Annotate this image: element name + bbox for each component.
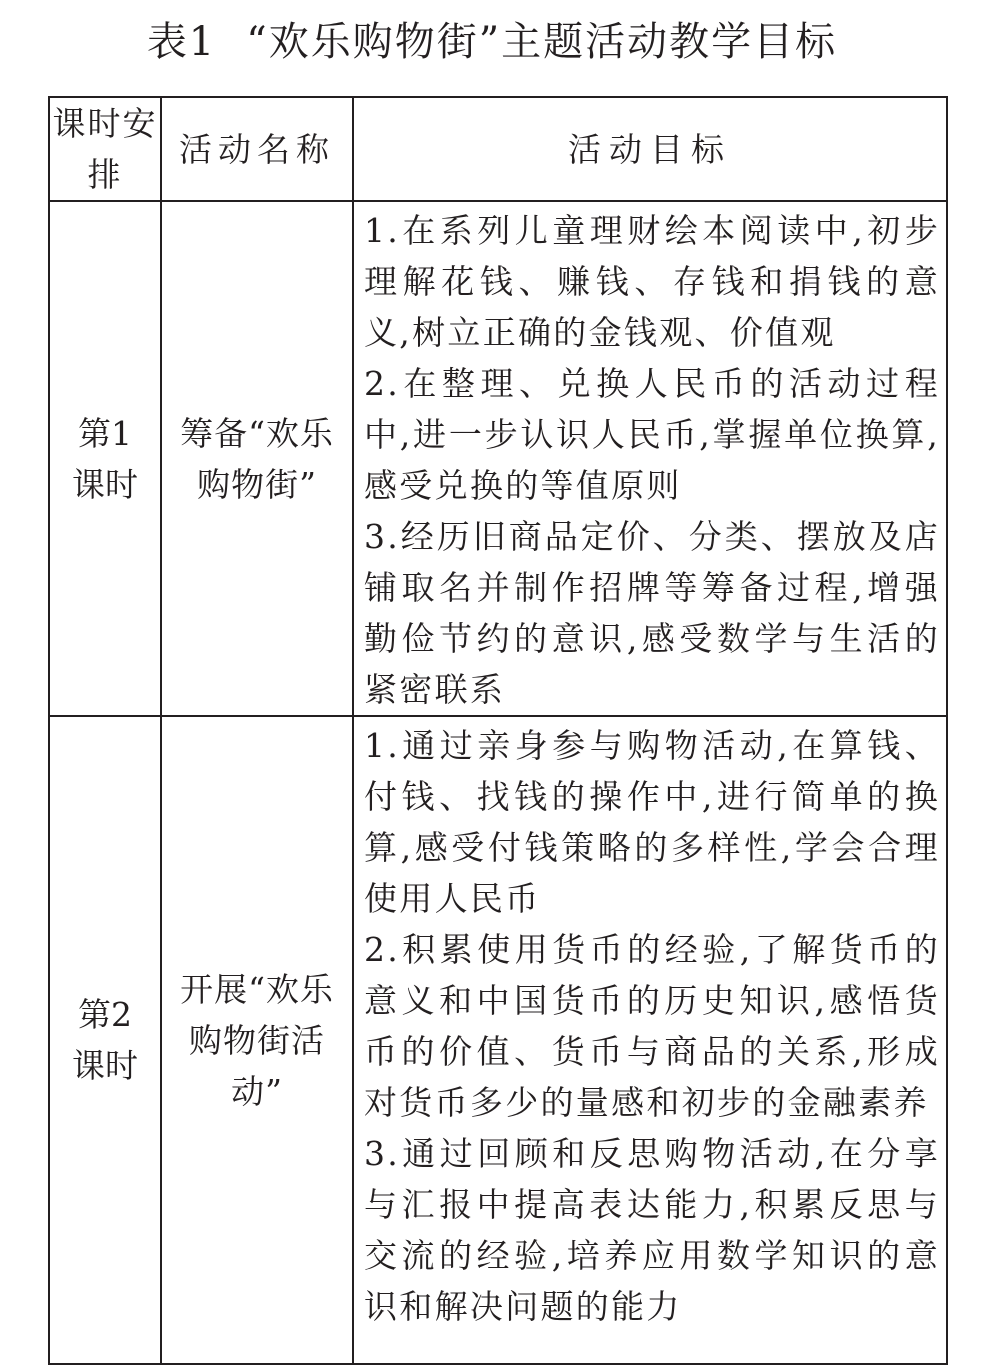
table-number: 表1 [146, 19, 217, 65]
goals-cell [353, 201, 947, 716]
goal-item: 1.通过亲身参与购物活动,在算钱、付钱、找钱的操作中,进行简单的换算,感受付钱策略的多样性,学会合理使用人民币 [364, 726, 940, 918]
goal-item: 2.在整理、兑换人民币的活动过程中,进一步认识人民币,掌握单位换算,感受兑换的等值原则 [364, 364, 940, 505]
goal-item: 2.积累使用货币的经验,了解货币的意义和中国货币的历史知识,感悟货币的价值、货币与商品的关系,形成对货币多少的量感和初步的金融素养 [364, 930, 940, 1122]
table-header-row [49, 97, 947, 201]
activity-name-cell: 开展“欢乐购物街活动” [161, 716, 353, 1364]
goals-cell [353, 716, 947, 1364]
goal-item: 1.在系列儿童理财绘本阅读中,初步理解花钱、赚钱、存钱和捐钱的意义,树立正确的金钱观、价值观 [364, 211, 940, 352]
table-row [49, 201, 947, 716]
activity-name-cell: 筹备“欢乐购物街” [161, 201, 353, 716]
goal-item: 3.通过回顾和反思购物活动,在分享与汇报中提高表达能力,积累反思与交流的经验,培养应用数学知识的意识和解决问题的能力 [364, 1134, 940, 1326]
goal-item: 3.经历旧商品定价、分类、摆放及店铺取名并制作招牌等筹备过程,增强勤俭节约的意识,感受数学与生活的紧密联系 [364, 517, 940, 709]
table-caption [0, 14, 984, 70]
header-activity-goals: 活动目标 [353, 97, 947, 201]
teaching-goals-table [48, 96, 948, 1365]
header-schedule: 课时安排 [49, 97, 161, 201]
session-cell: 第1课时 [49, 201, 161, 716]
table-title: “欢乐购物街”主题活动教学目标 [246, 19, 838, 65]
header-activity-name: 活动名称 [161, 97, 353, 201]
table-row [49, 716, 947, 1364]
session-cell: 第2课时 [49, 716, 161, 1364]
